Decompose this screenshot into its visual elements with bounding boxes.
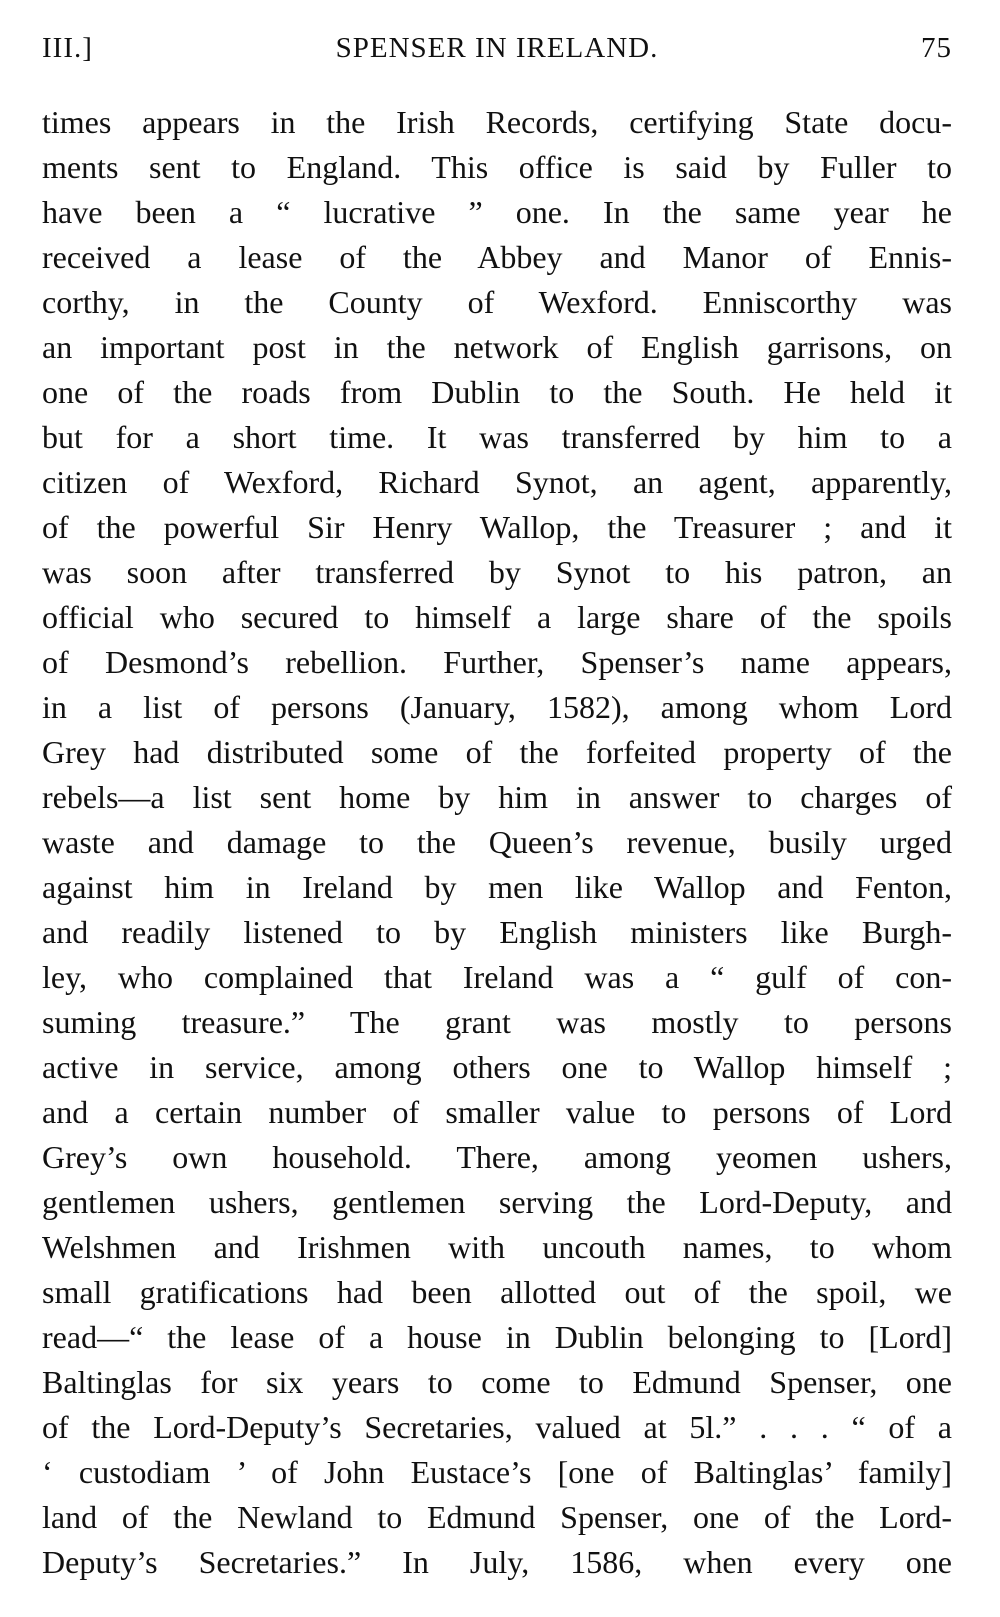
text-line: land of the Newland to Edmund Spenser, one of the Lord- <box>42 1499 952 1535</box>
text-line: read—“ the lease of a house in Dublin belonging to [Lord] <box>42 1319 952 1355</box>
text-line: times appears in the Irish Records, certifying State docu- <box>42 104 952 140</box>
text-line: waste and damage to the Queen’s revenue, busily urged <box>42 824 952 860</box>
text-line: Grey had distributed some of the forfeited property of the <box>42 734 952 770</box>
text-line: one of the roads from Dublin to the South. He held it <box>42 374 952 410</box>
text-line: Welshmen and Irishmen with uncouth names, to whom <box>42 1229 952 1265</box>
text-line: Baltinglas for six years to come to Edmund Spenser, one <box>42 1364 952 1400</box>
text-line: active in service, among others one to Wallop himself ; <box>42 1049 952 1085</box>
text-line: was soon after transferred by Synot to his patron, an <box>42 554 952 590</box>
running-title: SPENSER IN IRELAND. <box>335 32 659 64</box>
text-line: small gratifications had been allotted out of the spoil, we <box>42 1274 952 1310</box>
text-line: in a list of persons (January, 1582), among whom Lord <box>42 689 952 725</box>
chapter-marker: III.] <box>42 32 93 64</box>
text-line: rebels—a list sent home by him in answer to charges of <box>42 779 952 815</box>
running-header <box>42 32 952 72</box>
page-number: 75 <box>921 32 952 64</box>
text-line: ‘ custodiam ’ of John Eustace’s [one of Baltinglas’ family] <box>42 1454 952 1490</box>
text-line: corthy, in the County of Wexford. Enniscorthy was <box>42 284 952 320</box>
text-line: Grey’s own household. There, among yeomen ushers, <box>42 1139 952 1175</box>
text-line: against him in Ireland by men like Wallop and Fenton, <box>42 869 952 905</box>
text-line: suming treasure.” The grant was mostly to persons <box>42 1004 952 1040</box>
text-line: and readily listened to by English ministers like Burgh- <box>42 914 952 950</box>
text-line: but for a short time. It was transferred by him to a <box>42 419 952 455</box>
text-line: and a certain number of smaller value to persons of Lord <box>42 1094 952 1130</box>
text-line: ley, who complained that Ireland was a “ gulf of con- <box>42 959 952 995</box>
text-line: citizen of Wexford, Richard Synot, an agent, apparently, <box>42 464 952 500</box>
text-line: of Desmond’s rebellion. Further, Spenser’s name appears, <box>42 644 952 680</box>
text-line: received a lease of the Abbey and Manor of Ennis- <box>42 239 952 275</box>
text-line: gentlemen ushers, gentlemen serving the Lord-Deputy, and <box>42 1184 952 1220</box>
text-line: of the powerful Sir Henry Wallop, the Treasurer ; and it <box>42 509 952 545</box>
text-line: have been a “ lucrative ” one. In the same year he <box>42 194 952 230</box>
body-text <box>42 100 952 1585</box>
text-line: official who secured to himself a large share of the spoils <box>42 599 952 635</box>
text-line: ments sent to England. This office is said by Fuller to <box>42 149 952 185</box>
text-line: Deputy’s Secretaries.” In July, 1586, when every one <box>42 1544 952 1580</box>
text-line: an important post in the network of English garrisons, on <box>42 329 952 365</box>
text-line: of the Lord-Deputy’s Secretaries, valued at 5l.” . . . “ of a <box>42 1409 952 1445</box>
